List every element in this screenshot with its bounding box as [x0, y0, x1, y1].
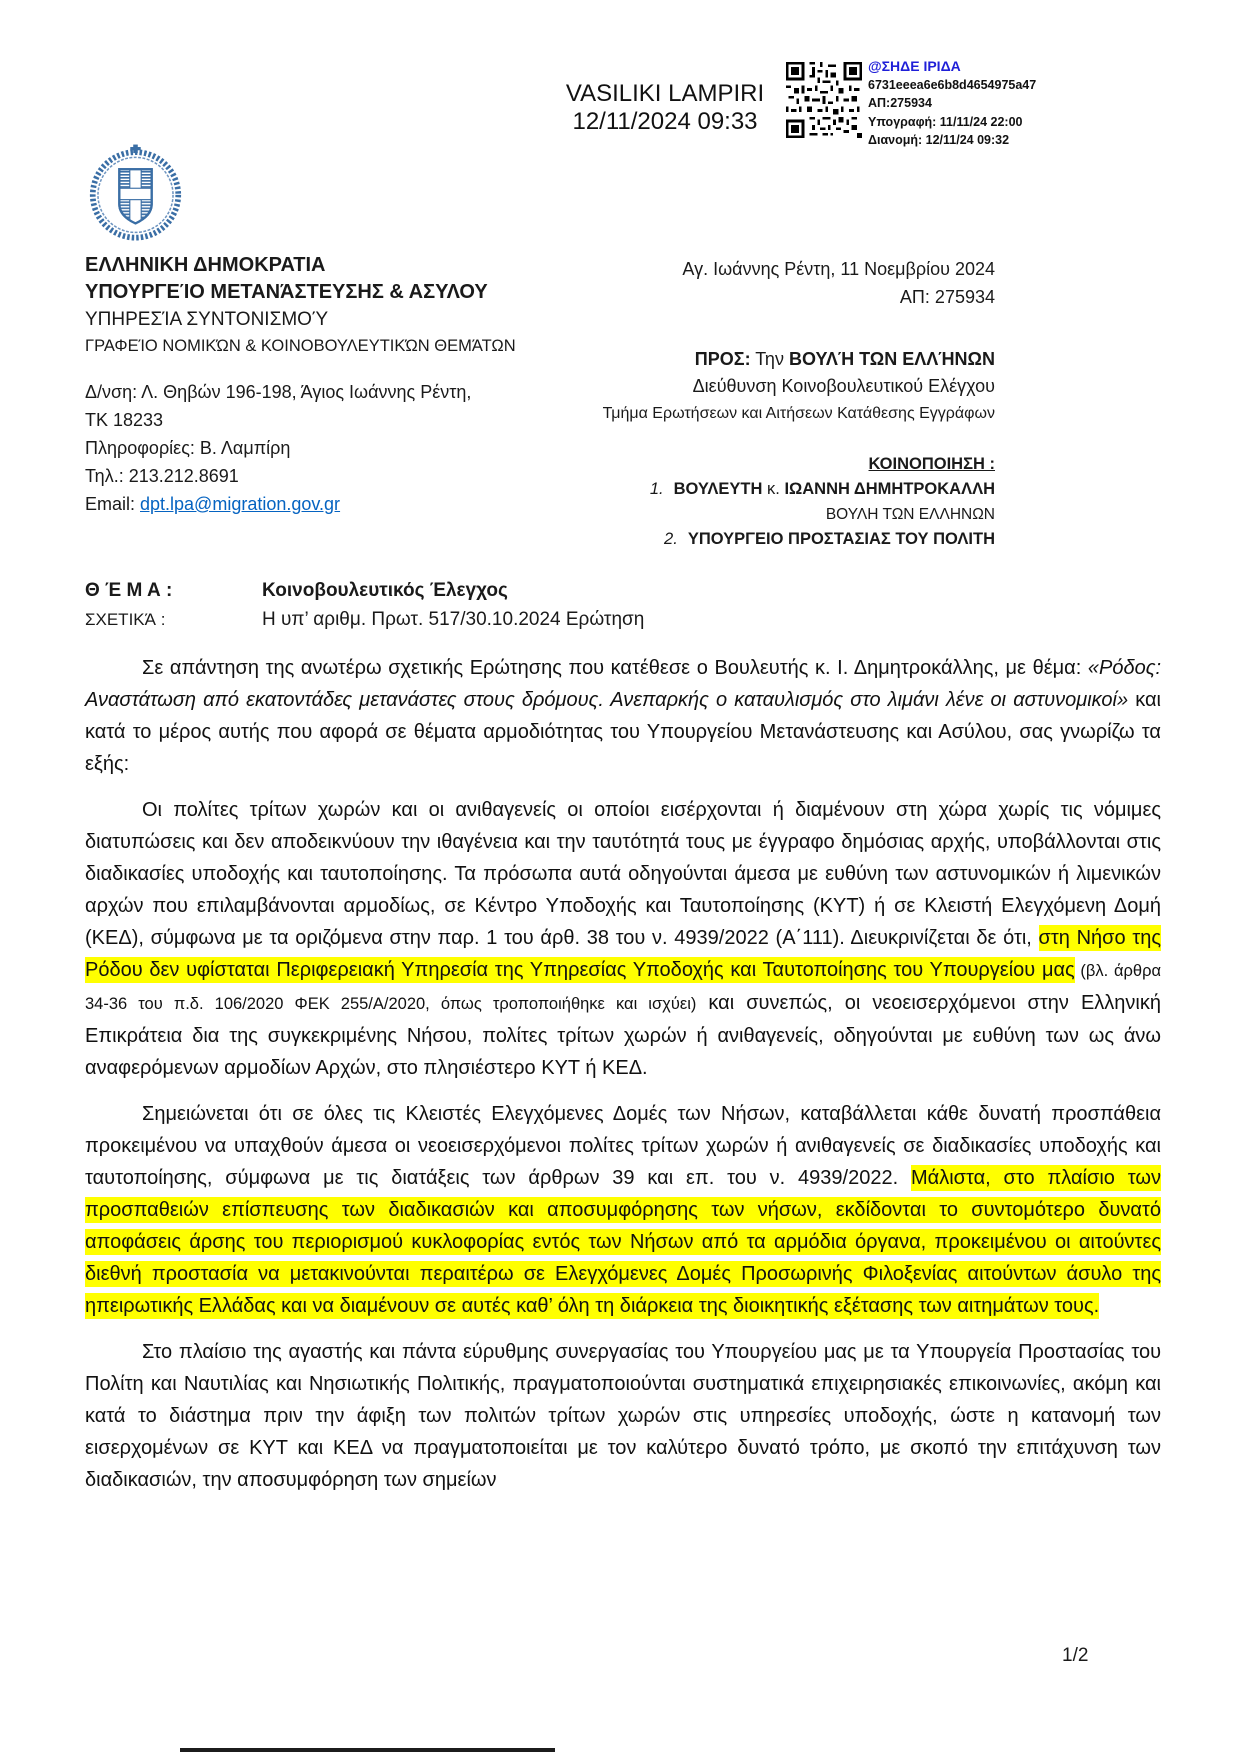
- paragraph-2: [85, 794, 1161, 1084]
- email-link[interactable]: dpt.lpa@migration.gov.gr: [140, 494, 341, 514]
- cc-item-1-role: ΒΟΥΛΕΥΤΗ: [673, 480, 763, 498]
- page-number: 1/2: [1062, 1645, 1089, 1666]
- cc-item-2: [650, 527, 995, 552]
- irida-signature-time: Υπογραφή: 11/11/24 22:00: [868, 114, 1023, 129]
- contact-info: Πληροφορίες: Β. Λαμπίρη: [85, 438, 291, 458]
- p3-run-normal: Σημειώνεται ότι σε όλες τις Κλειστές Ελεγχόμενες Δομές των Νήσων, καταβάλλεται κάθε δυνατή προσπάθεια προκειμένου να υπαχθούν άμεσα οι νεοεισερχόμενοι πολίτες τρίτων χωρών ή ανιθαγενείς σε διαδικασίες υποδοχής και ταυτοποίησης, σύμφωνα με τις διατάξεις των άρθρων 39 και επ. του ν. 4939/2022.: [85, 1103, 1161, 1189]
- p2-run-highlighted: στη Νήσο της Ρόδου δεν υφίσταται Περιφερειακή Υπηρεσία της Υπηρεσίας Υποδοχής και Ταυτοποίησης του Υπουργείου μας: [85, 927, 1161, 981]
- contact-block: [85, 378, 471, 518]
- irida-info-block: [868, 57, 1036, 150]
- p2-run-normal: Οι πολίτες τρίτων χωρών και οι ανιθαγενείς οι οποίοι εισέρχονται ή διαμένουν στη χώρα χωρίς τις νόμιμες διατυπώσεις και δεν αποδεικνύουν την ιθαγένεια και την ταυτότητά τους με έγγραφο δημόσιας αρχής, υποβάλλονται στις διαδικασίες υποδοχής και ταυτοποίησης. Τα πρόσωπα αυτά οδηγούνται άμεσα με ευθύνη των αστυνομικών ή λιμενικών αρχών που επιλαμβάνονται αρμοδίως, σε Κέντρο Υποδοχής και Ταυτοποίησης (ΚΥΤ) ή σε Κλειστή Ελεγχόμενη Δομή (ΚΕΔ), σύμφωνα με τα οριζόμενα στην παρ. 1 του άρθ. 38 του ν. 4939/2022 (Α΄111). Διευκρινίζεται δε ότι,: [85, 799, 1161, 949]
- cc-item-1-number: 1.: [649, 480, 664, 498]
- related-label: ΣΧΕΤΙΚΆ :: [85, 610, 166, 629]
- paragraph-1: [85, 652, 1161, 780]
- recipient-line3: Τμήμα Ερωτήσεων και Αιτήσεων Κατάθεσης Εγγράφων: [602, 405, 995, 422]
- stamp-datetime: 12/11/2024 09:33: [572, 108, 758, 135]
- irida-hash: 6731eeea6e6b8d4654975a47: [868, 77, 1037, 92]
- scan-artifact-line: [180, 1748, 555, 1752]
- cc-block: [650, 452, 995, 552]
- irida-protocol: ΑΠ:275934: [868, 96, 932, 110]
- greek-emblem-icon: [88, 143, 183, 243]
- p2-run-small-reference: (βλ. άρθρα 34-36 του π.δ. 106/2020 ΦΕΚ 255/Α/2020, όπως τροποποιήθηκε και ισχύει): [85, 962, 1161, 1013]
- email-label: Email:: [85, 494, 141, 514]
- cc-title: ΚΟΙΝΟΠΟΙΗΣΗ :: [868, 455, 995, 473]
- subject-value: Κοινοβουλευτικός Έλεγχος: [262, 580, 508, 601]
- subject-row: [85, 576, 644, 605]
- subject-label: Θ Έ Μ Α :: [85, 580, 173, 601]
- place-date: Αγ. Ιωάννης Ρέντη, 11 Νοεμβρίου 2024: [682, 259, 995, 279]
- p1-run-normal: Σε απάντηση της ανωτέρω σχετικής Ερώτησης που κατέθεσε ο Βουλευτής κ. Ι. Δημητροκάλλης, με θέμα:: [142, 657, 1088, 679]
- cc-item-1-name: ΙΩΑΝΝΗ ΔΗΜΗΤΡΟΚΑΛΛΗ: [784, 480, 995, 498]
- p1-run-italic-quote: «Ρόδος: Αναστάτωση από εκατοντάδες μετανάστες στους δρόμους. Ανεπαρκής ο καταυλισμός στο λιμάνι λένε οι αστυνομικοί»: [85, 657, 1161, 711]
- cc-item-1: [650, 477, 995, 502]
- letterhead: [85, 252, 516, 360]
- p1-run-normal-2: και κατά το μέρος αυτής που αφορά σε θέματα αρμοδιότητας του Υπουργείου Μετανάστευσης και Ασύλου, σας γνωρίζω τα εξής:: [85, 689, 1161, 775]
- paragraph-3: [85, 1098, 1161, 1322]
- cc-item-2-name: ΥΠΟΥΡΓΕΙΟ ΠΡΟΣΤΑΣΙΑΣ ΤΟΥ ΠΟΛΙΤΗ: [687, 530, 995, 548]
- contact-address: Δ/νση: Λ. Θηβών 196-198, Άγιος Ιωάννης Ρέντη,: [85, 382, 472, 402]
- cc-item-2-number: 2.: [664, 530, 678, 548]
- stamp-signer-name: VASILIKI LAMPIRI: [565, 80, 765, 107]
- contact-email-line: [85, 490, 471, 518]
- recipient-line1: [603, 346, 995, 373]
- pros-label: ΠΡΟΣ:: [694, 349, 751, 369]
- pros-mid: Την: [750, 349, 789, 369]
- cc-item-1-mid: κ.: [762, 480, 785, 498]
- subject-block: [85, 576, 644, 634]
- contact-postal: ΤΚ 18233: [85, 410, 164, 430]
- pros-name: ΒΟΥΛΉ ΤΩΝ ΕΛΛΉΝΩΝ: [788, 349, 995, 369]
- related-row: [85, 605, 644, 634]
- p4-run-normal: Στο πλαίσιο της αγαστής και πάντα εύρυθμης συνεργασίας του Υπουργείου μας με τα Υπουργεία Προστασίας του Πολίτη και Ναυτιλίας και Νησιωτικής Πολιτικής, πραγματοποιούνται συστηματικά επιχειρησιακές επικοινωνίες, ακόμη και κατά το διάστημα πριν την άφιξη των πολιτών τρίτων χωρών στις υπηρεσίες υποδοχής, ώστε η κατανομή των εισερχομένων σε ΚΥΤ και ΚΕΔ να πραγματοποιείται με τον καλύτερο δυνατό τρόπο, με σκοπό την επιτάχυνση των διαδικασιών, την αποσυμφόρηση των σημείων: [85, 1341, 1161, 1491]
- paragraph-4: [85, 1336, 1161, 1496]
- cc-item-1-sub: ΒΟΥΛΗ ΤΩΝ ΕΛΛΗΝΩΝ: [825, 506, 995, 523]
- letterhead-office: ΓΡΑΦΕΊΟ ΝΟΜΙΚΏΝ & ΚΟΙΝΟΒΟΥΛΕΥΤΙΚΏΝ ΘΕΜΆΤΩΝ: [85, 337, 516, 355]
- letterhead-service: ΥΠΗΡΕΣΊΑ ΣΥΝΤΟΝΙΣΜΟΎ: [85, 309, 329, 330]
- p2-run-normal-2: και συνεπώς, οι νεοεισερχόμενοι στην Ελληνική Επικράτεια δια της συγκεκριμένης Νήσου, πολίτες τρίτων χωρών ή ανιθαγενείς, οδηγούνται με ευθύνη των ως άνω αναφερόμενων αρμοδίων Αρχών, στο πλησιέστερο ΚΥΤ ή ΚΕΔ.: [85, 992, 1161, 1079]
- meta-block: [682, 255, 995, 311]
- recipient-line2: Διεύθυνση Κοινοβουλευτικού Ελέγχου: [692, 376, 995, 396]
- qr-code-icon: [786, 62, 862, 138]
- protocol-number: ΑΠ: 275934: [899, 287, 995, 307]
- signature-stamp: [565, 80, 765, 136]
- related-value: Η υπ’ αριθμ. Πρωτ. 517/30.10.2024 Ερώτηση: [262, 609, 645, 630]
- letterhead-ministry: ΥΠΟΥΡΓΕΊΟ ΜΕΤΑΝΆΣΤΕΥΣΗΣ & ΑΣΥΛΟΥ: [85, 281, 488, 303]
- letterhead-republic: ΕΛΛΗΝΙΚΗ ΔΗΜΟΚΡΑΤΙΑ: [85, 254, 326, 276]
- irida-distribution-time: Διανομή: 12/11/24 09:32: [868, 133, 1010, 147]
- p3-run-highlighted: Μάλιστα, στο πλαίσιο των προσπαθειών επίσπευσης των διαδικασιών και αποσυμφόρησης των νήσων, εκδίδονται το συντομότερο δυνατό αποφάσεις άρσης του περιορισμού κυκλοφορίας εντός των Νήσων από τα αρμόδια όργανα, προκειμένου οι αιτούντες διεθνή προστασία να μετακινούνται περαιτέρω σε Ελεγχόμενες Δομές Προσωρινής Φιλοξενίας αιτούντων άσυλο της ηπειρωτικής Ελλάδας και να διαμένουν σε αυτές καθ’ όλη τη διάρκεια της διοικητικής εξέτασης των αιτημάτων τους.: [85, 1167, 1161, 1317]
- irida-label: @ΣΗΔΕ ΙΡΙΔΑ: [868, 58, 961, 74]
- recipient-block: [603, 346, 995, 427]
- contact-phone: Τηλ.: 213.212.8691: [85, 466, 239, 486]
- letter-body: [85, 652, 1161, 1510]
